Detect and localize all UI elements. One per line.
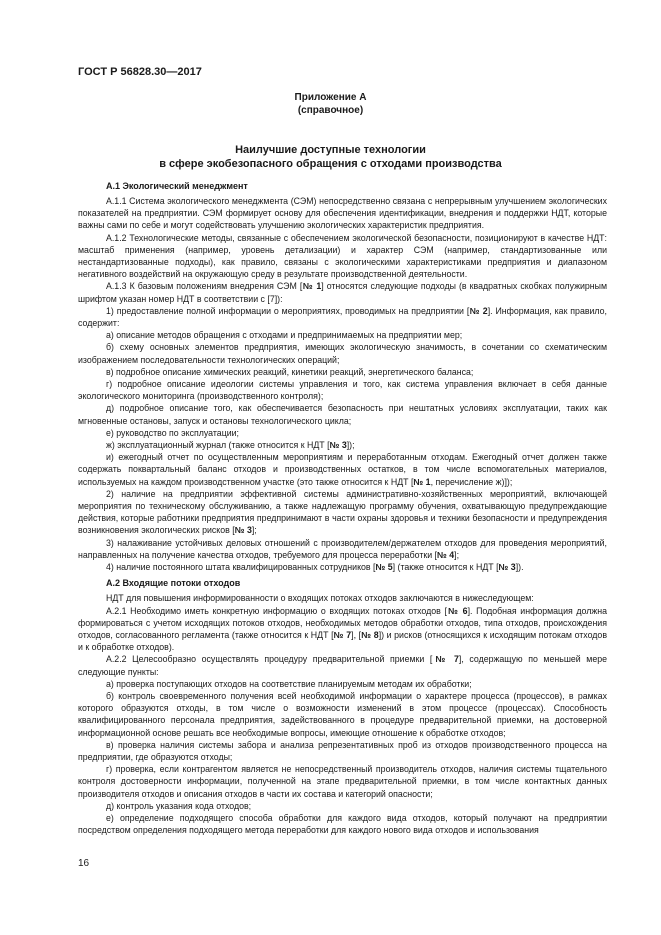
bat-reference: № 7 <box>333 629 352 640</box>
section-a2-paragraphs <box>78 592 607 836</box>
paragraph: д) контроль указания кода отходов; <box>106 800 252 811</box>
appendix-title: Приложение А <box>294 92 367 103</box>
paragraph: а) описание методов обращения с отходами и предпринимаемых на предприятии мер; <box>106 330 463 341</box>
bat-reference: № 1 <box>302 281 322 292</box>
bat-reference: № 6 <box>446 605 468 616</box>
appendix-label <box>0 92 661 117</box>
paragraph: г) подробное описание идеологии системы управления и того, как система управления включает в себя данные экологического мониторинга (производственного контроля); <box>78 379 607 402</box>
page-title-line-2: в сфере экобезопасного обращения с отходами производства <box>159 157 502 170</box>
paragraph: НДТ для повышения информированности о входящих потоках отходов заключаются в нижеследующем: <box>106 593 534 604</box>
paragraph: 3) налаживание устойчивых деловых отношений с производителем/держателем отходов для проведения мероприятий, направленных на получение качества отходов, требуемого для процесса переработки [№ 4]; <box>78 537 607 560</box>
page-title <box>0 144 661 171</box>
bat-reference: № 4 <box>437 549 455 560</box>
paragraph: А.2.2 Целесообразно осуществлять процедуру предварительной приемки [№ 7], содержащую по меньшей мере следующие пункты: <box>78 654 607 677</box>
paragraph: б) контроль своевременного получения всей необходимой информации о характере процесса (процессов), в рамках которого образуются отходы, в том числе о возможности изменений в этом процессе (процессах). Способность квалифицированного персонала предприятия, задействованного в процедуре предварительной приемки, на достоверной информационной основе решать все необходимые вопросы, имеющие отношение к обработке отходов; <box>78 690 607 738</box>
bat-reference: № 8 <box>361 629 379 640</box>
paragraph: в) проверка наличия системы забора и анализа репрезентативных проб из отходов производственного процесса на предприятии, где образуются отходы; <box>78 739 607 762</box>
bat-reference: № 3 <box>329 440 347 451</box>
bat-reference: № 5 <box>375 562 393 573</box>
paragraph: ж) эксплуатационный журнал (также относится к НДТ [№ 3]); <box>106 440 355 451</box>
paragraph: д) подробное описание того, как обеспечивается безопасность при нештатных условиях эксплуатации, таких как мгновенные остановы, запуск и остановы технологического цикла; <box>78 403 607 426</box>
paragraph: 1) предоставление полной информации о мероприятиях, проводимых на предприятии [№ 2]. Информация, как правило, содержит: <box>78 305 607 329</box>
paragraph: А.2.1 Необходимо иметь конкретную информацию о входящих потоках отходов [№ 6]. Подобная информация должна формироваться с учетом исходящих потоков отходов, необходимых методов обработки отходов, типа отходов, происхождения отходов, согласованного регламента (также относится к НДТ [№ 7], [№ 8]) и рисков (относящихся к исходящим потокам отходов и к обработке отходов). <box>78 605 607 653</box>
paragraph: и) ежегодный отчет по осуществленным мероприятиям и переработанным отходам. Ежегодный отчет должен также содержать поквартальный баланс отходов и производственных остатков, в том числе вспомогательных материалов, используемых на каждом производственном участке (это также относится к НДТ [№ 1, перечисление ж)]); <box>78 452 607 487</box>
paragraph: А.1.1 Система экологического менеджмента (СЭМ) непосредственно связана с непрерывным улучшением экологических показателей на предприятии. СЭМ формирует основу для обеспечения идентификации, внедрения и поддержки НДТ, которые важны сами по себе и могут содействовать улучшению экологических характеристик предприятия. <box>78 196 607 231</box>
paragraph: в) подробное описание химических реакций, кинетики реакций, энергетического баланса; <box>106 366 474 377</box>
document-body <box>78 180 607 836</box>
bat-reference: № 3 <box>498 562 516 573</box>
bat-reference: № 3 <box>234 525 252 536</box>
appendix-type: (справочное) <box>297 104 364 116</box>
bat-reference: № 7 <box>432 654 459 665</box>
section-heading-a2: А.2 Входящие потоки отходов <box>106 578 241 589</box>
document-code: ГОСТ Р 56828.30—2017 <box>78 66 202 78</box>
paragraph: г) проверка, если контрагентом является не непосредственный производитель отходов, наличия системы тщательного контроля достоверности информации, полученной на этапе предварительной приемки, в том числе контактных данных производителя отходов и описания отходов в части их состава и категорий опасности; <box>78 764 607 799</box>
paragraph: е) определение подходящего способа обработки для каждого вида отходов, который получают на предприятии посредством определения подходящего метода переработки для каждого нового вида отходов и использования <box>78 812 607 836</box>
section-a1-paragraphs <box>78 195 607 573</box>
section-heading-a1: А.1 Экологический менеджмент <box>106 181 248 191</box>
paragraph: б) схему основных элементов предприятия, имеющих экологическую значимость, в сочетании со схематическим изображением последовательности технологических операций; <box>78 342 607 365</box>
paragraph: е) руководство по эксплуатации; <box>106 427 240 438</box>
paragraph: А.1.3 К базовым положениям внедрения СЭМ [№ 1] относятся следующие подходы (в квадратных скобках полужирным шрифтом указан номер НДТ в соответствии с [7]): <box>78 281 607 304</box>
paragraph: а) проверка поступающих отходов на соответствие планируемым методам их обработки; <box>106 678 472 689</box>
page-title-line-1: Наилучшие доступные технологии <box>235 144 426 156</box>
paragraph: 4) наличие постоянного штата квалифицированных сотрудников [№ 5] (также относится к НДТ [№ 3]). <box>106 562 524 573</box>
paragraph: А.1.2 Технологические методы, связанные с обеспечением экологической безопасности, позиционируют в качестве НДТ: масштаб применения (например, уровень детализации) и характер СЭМ (например, стандартизованные или нестандартизованные подходы), как правило, связаны с экологическими характеристиками предприятия и диапазоном негативного воздействий на окружающую среду в результате производственной деятельности. <box>78 232 607 280</box>
bat-reference: № 1 <box>413 476 431 487</box>
paragraph: 2) наличие на предприятии эффективной системы административно-хозяйственных мероприятий, включающей мероприятия по техническому обслуживанию, а также надлежащую программу обучения, охватывающую предупреждающие действия, которые работники предприятия предпринимают в части охраны здоровья и техники безопасности и предупреждения возникновения экологических рисков [№ 3]; <box>78 488 607 536</box>
page-number: 16 <box>78 858 90 869</box>
bat-reference: № 2 <box>469 305 488 316</box>
